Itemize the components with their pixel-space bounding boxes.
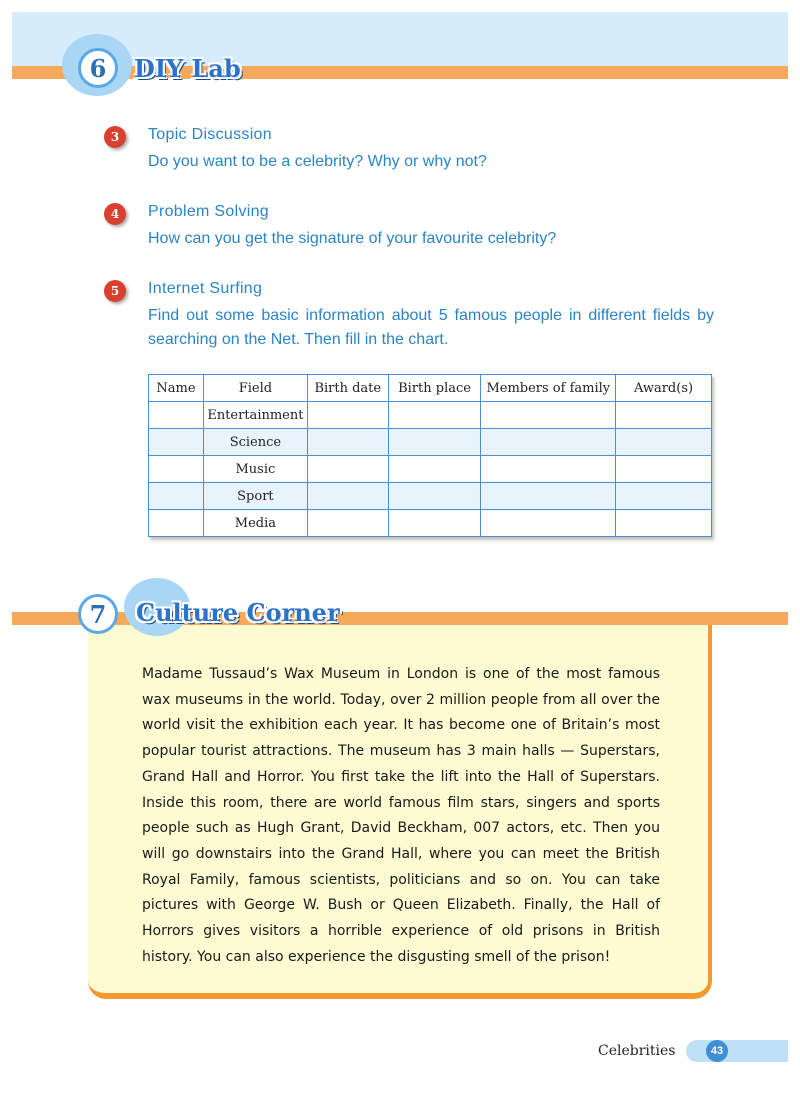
birth-place-cell[interactable] xyxy=(388,402,481,429)
task-number-badge: 3 xyxy=(104,126,126,148)
column-header: Birth date xyxy=(307,375,388,402)
family-cell[interactable] xyxy=(481,429,616,456)
task-item xyxy=(104,126,724,176)
awards-cell[interactable] xyxy=(616,483,712,510)
name-cell[interactable] xyxy=(149,456,204,483)
name-cell[interactable] xyxy=(149,429,204,456)
family-cell[interactable] xyxy=(481,483,616,510)
family-cell[interactable] xyxy=(481,510,616,537)
table-row xyxy=(149,402,712,429)
task-item xyxy=(104,203,724,253)
task-body: How can you get the signature of your favourite celebrity? xyxy=(148,230,557,247)
family-cell[interactable] xyxy=(481,456,616,483)
section-number-badge: 6 xyxy=(78,48,118,88)
table-header-row xyxy=(149,375,712,402)
footer-band xyxy=(686,1040,788,1062)
field-cell: Media xyxy=(203,510,307,537)
field-cell: Science xyxy=(203,429,307,456)
column-header: Birth place xyxy=(388,375,481,402)
table-row xyxy=(149,456,712,483)
column-header: Members of family xyxy=(481,375,616,402)
task-number-badge: 4 xyxy=(104,203,126,225)
awards-cell[interactable] xyxy=(616,429,712,456)
culture-paragraph: Madame Tussaud’s Wax Museum in London is one of the most famous wax museums in the world. Today, over 2 million people from all over the world visit the exhibition each year. It has become one of Britain’s most popular tourist attractions. The museum has 3 main halls — Superstars, Grand Hall and Horror. You first take the lift into the Hall of Superstars. Inside this room, there are world famous film stars, singers and sports people such as Hugh Grant, David Beckham, 007 actors, etc. Then you will go downstairs into the Grand Hall, where you can meet the British Royal Family, famous scientists, politicians and so on. You can take pictures with George W. Bush or Queen Elizabeth. Finally, the Hall of Horrors gives visitors a horrible experience of old prisons in British history. You can also experience the disgusting smell of the prison! xyxy=(142,666,660,965)
name-cell[interactable] xyxy=(149,510,204,537)
chapter-label: Celebrities xyxy=(598,1043,676,1059)
field-cell: Music xyxy=(203,456,307,483)
task-heading: Internet Surfing xyxy=(148,280,263,297)
name-cell[interactable] xyxy=(149,483,204,510)
birth-date-cell[interactable] xyxy=(307,456,388,483)
birth-place-cell[interactable] xyxy=(388,483,481,510)
name-cell[interactable] xyxy=(149,402,204,429)
birth-place-cell[interactable] xyxy=(388,456,481,483)
family-cell[interactable] xyxy=(481,402,616,429)
field-cell: Sport xyxy=(203,483,307,510)
birth-place-cell[interactable] xyxy=(388,429,481,456)
awards-cell[interactable] xyxy=(616,402,712,429)
task-number-badge: 5 xyxy=(104,280,126,302)
table-row xyxy=(149,510,712,537)
awards-cell[interactable] xyxy=(616,510,712,537)
birth-date-cell[interactable] xyxy=(307,402,388,429)
column-header: Field xyxy=(203,375,307,402)
awards-cell[interactable] xyxy=(616,456,712,483)
section-number-badge: 7 xyxy=(78,594,118,634)
column-header: Name xyxy=(149,375,204,402)
birth-date-cell[interactable] xyxy=(307,510,388,537)
task-heading: Problem Solving xyxy=(148,203,269,220)
column-header: Award(s) xyxy=(616,375,712,402)
task-body: Do you want to be a celebrity? Why or why not? xyxy=(148,153,487,170)
birth-place-cell[interactable] xyxy=(388,510,481,537)
section-title: Culture Corner xyxy=(136,598,340,627)
field-cell: Entertainment xyxy=(203,402,307,429)
birth-date-cell[interactable] xyxy=(307,429,388,456)
task-heading: Topic Discussion xyxy=(148,126,272,143)
table-row xyxy=(149,483,712,510)
table-row xyxy=(149,429,712,456)
task-body: Find out some basic information about 5 famous people in different fields by searching on the Net. Then fill in the chart. xyxy=(148,307,714,348)
birth-date-cell[interactable] xyxy=(307,483,388,510)
task-item xyxy=(104,280,724,354)
info-chart-table xyxy=(148,374,712,537)
page-number: 43 xyxy=(706,1040,728,1062)
section-title: DIY Lab xyxy=(134,54,241,83)
